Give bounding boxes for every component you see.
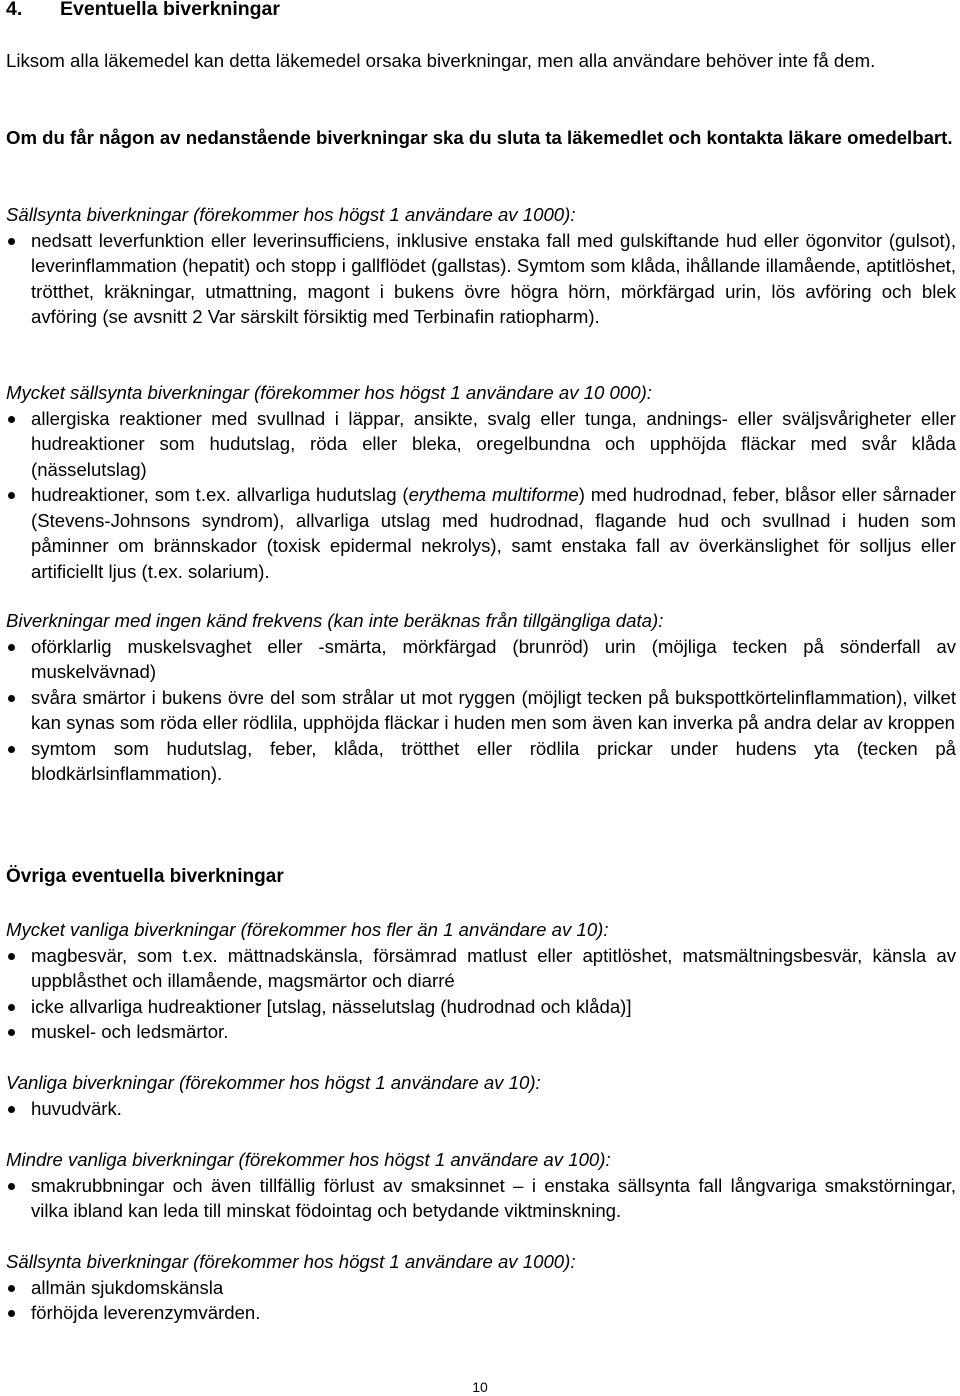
list-item: nedsatt leverfunktion eller leverinsufficiens, inklusive enstaka fall med gulskiftande hud eller ögonvitor (gulsot), leverinflammation (hepatit) och stopp i gallflödet (gallstas). Symtom som klåda, ihållande illamående, aptitlöshet, trötthet, kräkningar, utmattning, magont i bukens övre högra hörn, mörkfärgad urin, lös avföring och blek avföring (se avsnitt 2 Var särskilt försiktig med Terbinafin ratiopharm). — [6, 228, 956, 330]
very-rare-group — [6, 380, 956, 584]
list-item: allmän sjukdomskänsla — [6, 1275, 956, 1301]
very-rare-list — [6, 406, 956, 585]
very-common-list — [6, 943, 956, 1045]
list-item: icke allvarliga hudreaktioner [utslag, nässelutslag (hudrodnad och klåda)] — [6, 994, 956, 1020]
rare-group — [6, 202, 956, 330]
unknown-frequency-group — [6, 608, 956, 787]
unknown-heading: Biverkningar med ingen känd frekvens (kan inte beräknas från tillgängliga data): — [6, 610, 664, 631]
uncommon-heading: Mindre vanliga biverkningar (förekommer hos högst 1 användare av 100): — [6, 1149, 611, 1170]
list-item-text: ) med hudrodnad, feber, blåsor eller sårnader (Stevens-Johnsons syndrom), allvarliga utslag med hudrodnad, flagande hud och svullnad i huden som påminner om brännskador (toxisk epidermal nekrolys), samt enstaka fall av överkänslighet för solljus eller artificiellt ljus (t.ex. solarium). — [31, 484, 956, 582]
page-number: 10 — [472, 1379, 488, 1395]
very-common-group — [6, 917, 956, 1045]
rare-heading: Sällsynta biverkningar (förekommer hos högst 1 användare av 1000): — [6, 204, 576, 225]
rare-list — [6, 228, 956, 330]
very-rare-heading: Mycket sällsynta biverkningar (förekommer hos högst 1 användare av 10 000): — [6, 382, 652, 403]
section-title: Eventuella biverkningar — [60, 0, 280, 20]
list-item-text: hudreaktioner, som t.ex. allvarliga hudutslag ( — [31, 484, 409, 505]
list-item: huvudvärk. — [6, 1096, 956, 1122]
list-item: smakrubbningar och även tillfällig förlust av smaksinnet – i enstaka sällsynta fall långvariga smakstörningar, vilka ibland kan leda till minskat födointag och betydande viktminskning. — [6, 1173, 956, 1224]
common-heading: Vanliga biverkningar (förekommer hos högst 1 användare av 10): — [6, 1072, 541, 1093]
list-item: oförklarlig muskelsvaghet eller -smärta, mörkfärgad (brunröd) urin (möjliga tecken på sönderfall av muskelvävnad) — [6, 634, 956, 685]
list-item — [6, 482, 956, 584]
other-rare-group — [6, 1249, 956, 1326]
uncommon-group — [6, 1147, 956, 1224]
intro-paragraph: Liksom alla läkemedel kan detta läkemedel orsaka biverkningar, men alla användare behöver inte få dem. — [6, 50, 876, 71]
list-item: svåra smärtor i bukens övre del som strålar ut mot ryggen (möjligt tecken på bukspottkörtelinflammation), vilket kan synas som röda eller rödlila, upphöjda fläckar i huden men som även kan inverka på andra delar av kroppen — [6, 685, 956, 736]
common-group — [6, 1070, 956, 1121]
list-item-italic-term: erythema multiforme — [408, 484, 579, 505]
section-number: 4. — [6, 0, 23, 20]
other-rare-heading: Sällsynta biverkningar (förekommer hos högst 1 användare av 1000): — [6, 1251, 576, 1272]
warning-paragraph: Om du får någon av nedanstående biverkningar ska du sluta ta läkemedlet och kontakta läkare omedelbart. — [6, 127, 953, 148]
very-common-heading: Mycket vanliga biverkningar (förekommer hos fler än 1 användare av 10): — [6, 919, 609, 940]
list-item: förhöjda leverenzymvärden. — [6, 1300, 956, 1326]
unknown-list — [6, 634, 956, 787]
list-item: allergiska reaktioner med svullnad i läppar, ansikte, svalg eller tunga, andnings- eller sväljsvårigheter eller hudreaktioner som hudutslag, röda eller bleka, oregelbundna och upphöjda fläckar med svår klåda (nässelutslag) — [6, 406, 956, 483]
other-rare-list — [6, 1275, 956, 1326]
common-list — [6, 1096, 956, 1122]
uncommon-list — [6, 1173, 956, 1224]
other-section-title: Övriga eventuella biverkningar — [6, 866, 284, 887]
list-item: magbesvär, som t.ex. mättnadskänsla, försämrad matlust eller aptitlöshet, matsmältningsbesvär, känsla av uppblåsthet och illamående, magsmärtor och diarré — [6, 943, 956, 994]
section-heading — [6, 0, 280, 23]
list-item: symtom som hudutslag, feber, klåda, trötthet eller rödlila prickar under hudens yta (tecken på blodkärlsinflammation). — [6, 736, 956, 787]
list-item: muskel- och ledsmärtor. — [6, 1019, 956, 1045]
